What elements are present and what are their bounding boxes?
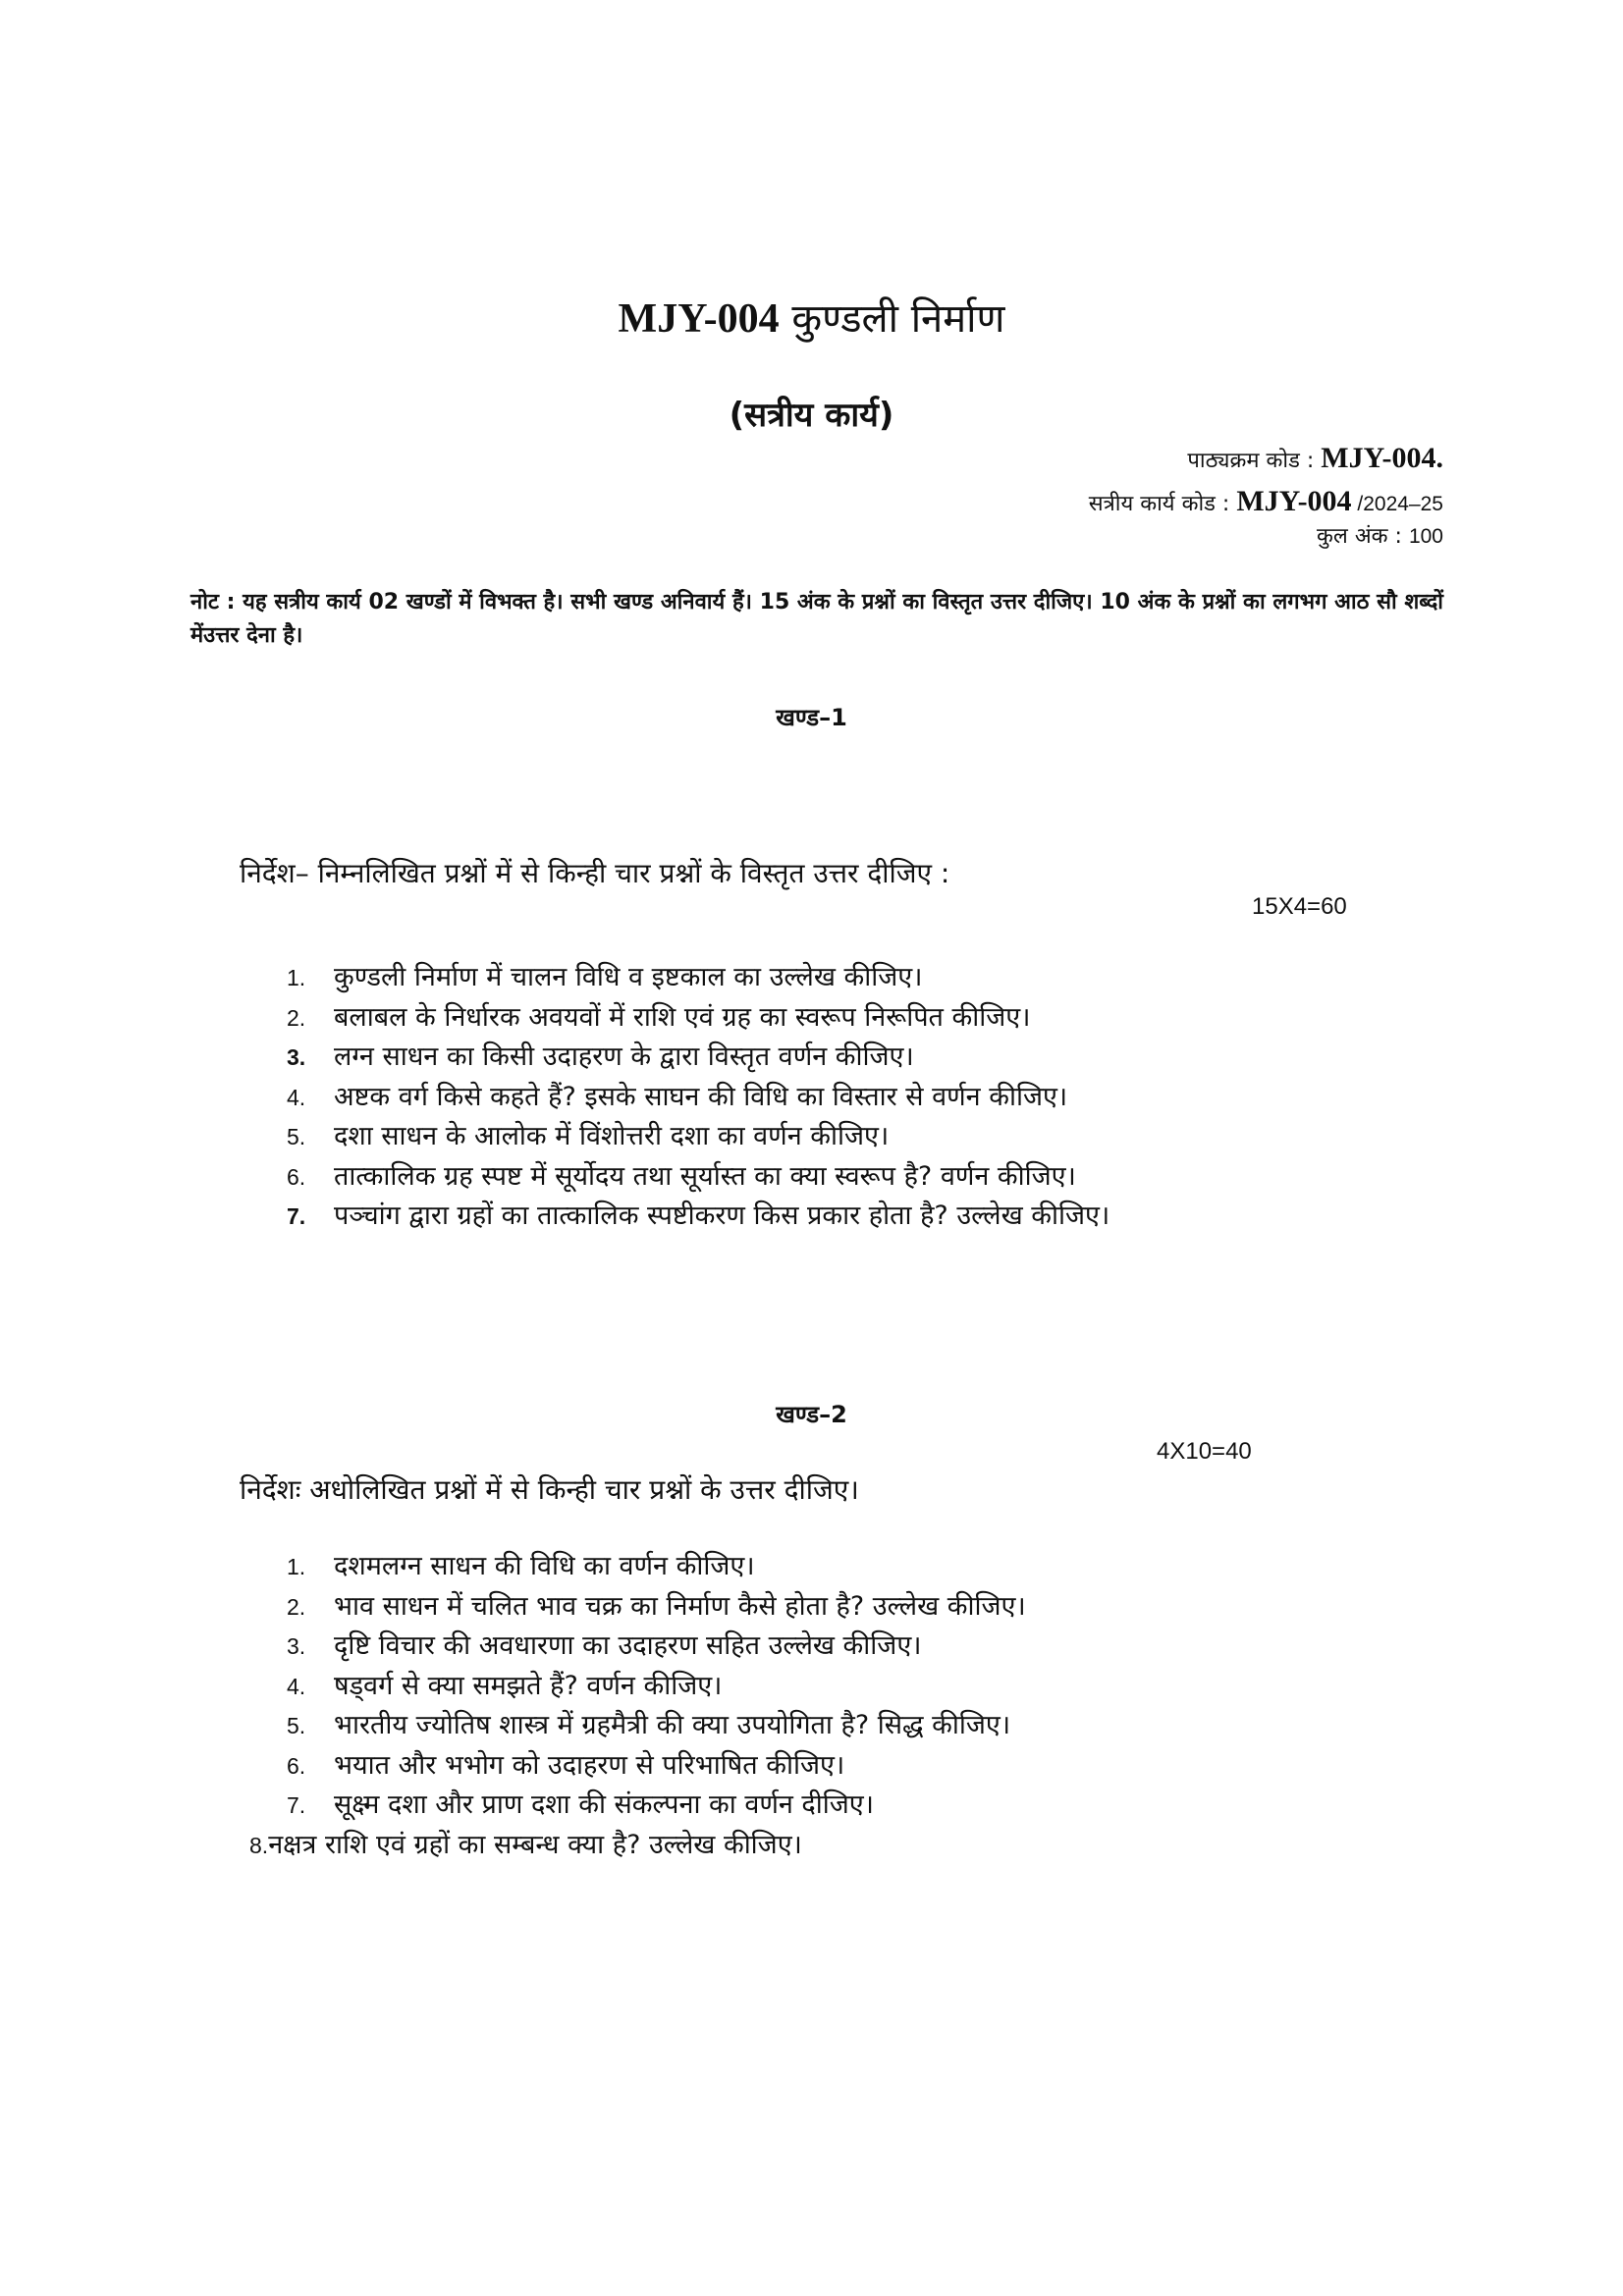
question-text: लग्न साधन का किसी उदाहरण के द्वारा विस्तृत वर्णन कीजिए। bbox=[334, 1041, 914, 1072]
section1-instruction: निर्देश– निम्नलिखित प्रश्नों में से किन्ही चार प्रश्नों के विस्तृत उत्तर दीजिए : bbox=[240, 857, 950, 889]
question-number: 2. bbox=[287, 1004, 306, 1031]
question-number: 4. bbox=[287, 1673, 306, 1699]
page-title bbox=[0, 290, 1623, 344]
title-course-name: कुण्डली निर्माण bbox=[791, 296, 1005, 342]
question-number: 6. bbox=[287, 1752, 306, 1779]
question-number: 3. bbox=[287, 1044, 306, 1070]
question-text: नक्षत्र राशि एवं ग्रहों का सम्बन्ध क्या है? उल्लेख कीजिए। bbox=[268, 1829, 802, 1860]
assignment-code-line bbox=[1089, 485, 1443, 518]
list-item bbox=[287, 1667, 1445, 1707]
question-text: सूक्ष्म दशा और प्राण दशा की संकल्पना का वर्णन दीजिए। bbox=[334, 1789, 874, 1820]
list-item bbox=[249, 1826, 1445, 1866]
question-text: पञ्चांग द्वारा ग्रहों का तात्कालिक स्पष्टीकरण किस प्रकार होता है? उल्लेख कीजिए। bbox=[334, 1201, 1110, 1231]
assignment-code-label: सत्रीय कार्य कोड : bbox=[1088, 492, 1230, 516]
section2-heading: खण्ड–2 bbox=[776, 1401, 847, 1428]
question-text: भयात और भभोग को उदाहरण से परिभाषित कीजिए। bbox=[334, 1749, 845, 1781]
question-number: 6. bbox=[287, 1163, 306, 1190]
question-text: बलाबल के निर्धारक अवयवों में राशि एवं ग्रह का स्वरूप निरूपित कीजिए। bbox=[334, 1001, 1031, 1033]
question-number: 7. bbox=[287, 1792, 306, 1818]
list-item bbox=[287, 1627, 1445, 1667]
question-number: 1. bbox=[287, 1554, 306, 1579]
question-text: षड्वर्ग से क्या समझते हैं? वर्णन कीजिए। bbox=[334, 1670, 723, 1701]
question-number: 1. bbox=[287, 965, 306, 990]
question-text: दृष्टि विचार की अवधारणा का उदाहरण सहित उल्लेख कीजिए। bbox=[334, 1630, 922, 1661]
list-item bbox=[287, 958, 1445, 998]
question-text: कुण्डली निर्माण में चालन विधि व इष्टकाल का उल्लेख कीजिए। bbox=[334, 962, 923, 992]
list-item bbox=[287, 1038, 1445, 1078]
section2-instruction: निर्देशः अधोलिखित प्रश्नों में से किन्ही चार प्रश्नों के उत्तर दीजिए। bbox=[240, 1473, 859, 1506]
list-item bbox=[287, 1117, 1445, 1157]
assignment-code-value: MJY-004 bbox=[1236, 485, 1352, 517]
list-item bbox=[287, 1547, 1445, 1587]
question-text: दशा साधन के आलोक में विंशोत्तरी दशा का वर्णन कीजिए। bbox=[334, 1121, 890, 1151]
section1-heading: खण्ड–1 bbox=[776, 704, 847, 731]
list-item bbox=[287, 1786, 1445, 1826]
total-marks-value: 100 bbox=[1408, 525, 1443, 548]
list-item bbox=[287, 1078, 1445, 1118]
title-course-code: MJY-004 bbox=[618, 296, 780, 342]
question-number: 5. bbox=[287, 1124, 306, 1149]
question-text: भारतीय ज्योतिष शास्त्र में ग्रहमैत्री की क्या उपयोगिता है? सिद्ध कीजिए। bbox=[334, 1710, 1011, 1740]
page-subtitle: (सत्रीय कार्य) bbox=[729, 396, 894, 435]
section2-question-list bbox=[249, 1547, 1445, 1865]
question-text: भाव साधन में चलित भाव चक्र का निर्माण कैसे होता है? उल्लेख कीजिए। bbox=[334, 1590, 1026, 1622]
list-item bbox=[287, 1706, 1445, 1746]
question-number: 5. bbox=[287, 1713, 306, 1738]
list-item bbox=[287, 1587, 1445, 1628]
total-marks-label: कुल अंक : bbox=[1317, 524, 1402, 549]
section1-marks: 15X4=60 bbox=[1252, 893, 1347, 920]
list-item bbox=[287, 1157, 1445, 1198]
list-item bbox=[287, 1746, 1445, 1787]
section2-marks: 4X10=40 bbox=[1157, 1438, 1252, 1465]
course-code-label: पाठ्यक्रम कोड : bbox=[1187, 449, 1315, 473]
assignment-note: नोट : यह सत्रीय कार्य 02 खण्डों में विभक्त है। सभी खण्ड अनिवार्य हैं। 15 अंक के प्रश्नों का विस्तृत उत्तर दीजिए। 10 अंक के प्रश्नों का लगभग आठ सौ शब्दों मेंउत्तर देना है। bbox=[190, 590, 1443, 648]
question-text: तात्कालिक ग्रह स्पष्ट में सूर्योदय तथा सूर्यास्त का क्या स्वरूप है? वर्णन कीजिए। bbox=[334, 1160, 1076, 1192]
question-number: 7. bbox=[287, 1203, 306, 1229]
section1-question-list bbox=[287, 958, 1445, 1237]
question-text: दशमलग्न साधन की विधि का वर्णन कीजिए। bbox=[334, 1551, 755, 1581]
question-text: अष्टक वर्ग किसे कहते हैं? इसके साघन की विधि का विस्तार से वर्णन कीजिए। bbox=[334, 1081, 1068, 1112]
course-code-line bbox=[1187, 442, 1443, 475]
course-code-value: MJY-004. bbox=[1321, 442, 1443, 474]
question-number: 4. bbox=[287, 1084, 306, 1110]
question-number: 3. bbox=[287, 1633, 306, 1659]
total-marks-line bbox=[1317, 520, 1443, 550]
list-item bbox=[287, 998, 1445, 1039]
question-number: 2. bbox=[287, 1593, 306, 1620]
list-item bbox=[287, 1197, 1445, 1237]
assignment-session: /2024–25 bbox=[1351, 493, 1443, 515]
question-number: 8. bbox=[249, 1832, 269, 1858]
